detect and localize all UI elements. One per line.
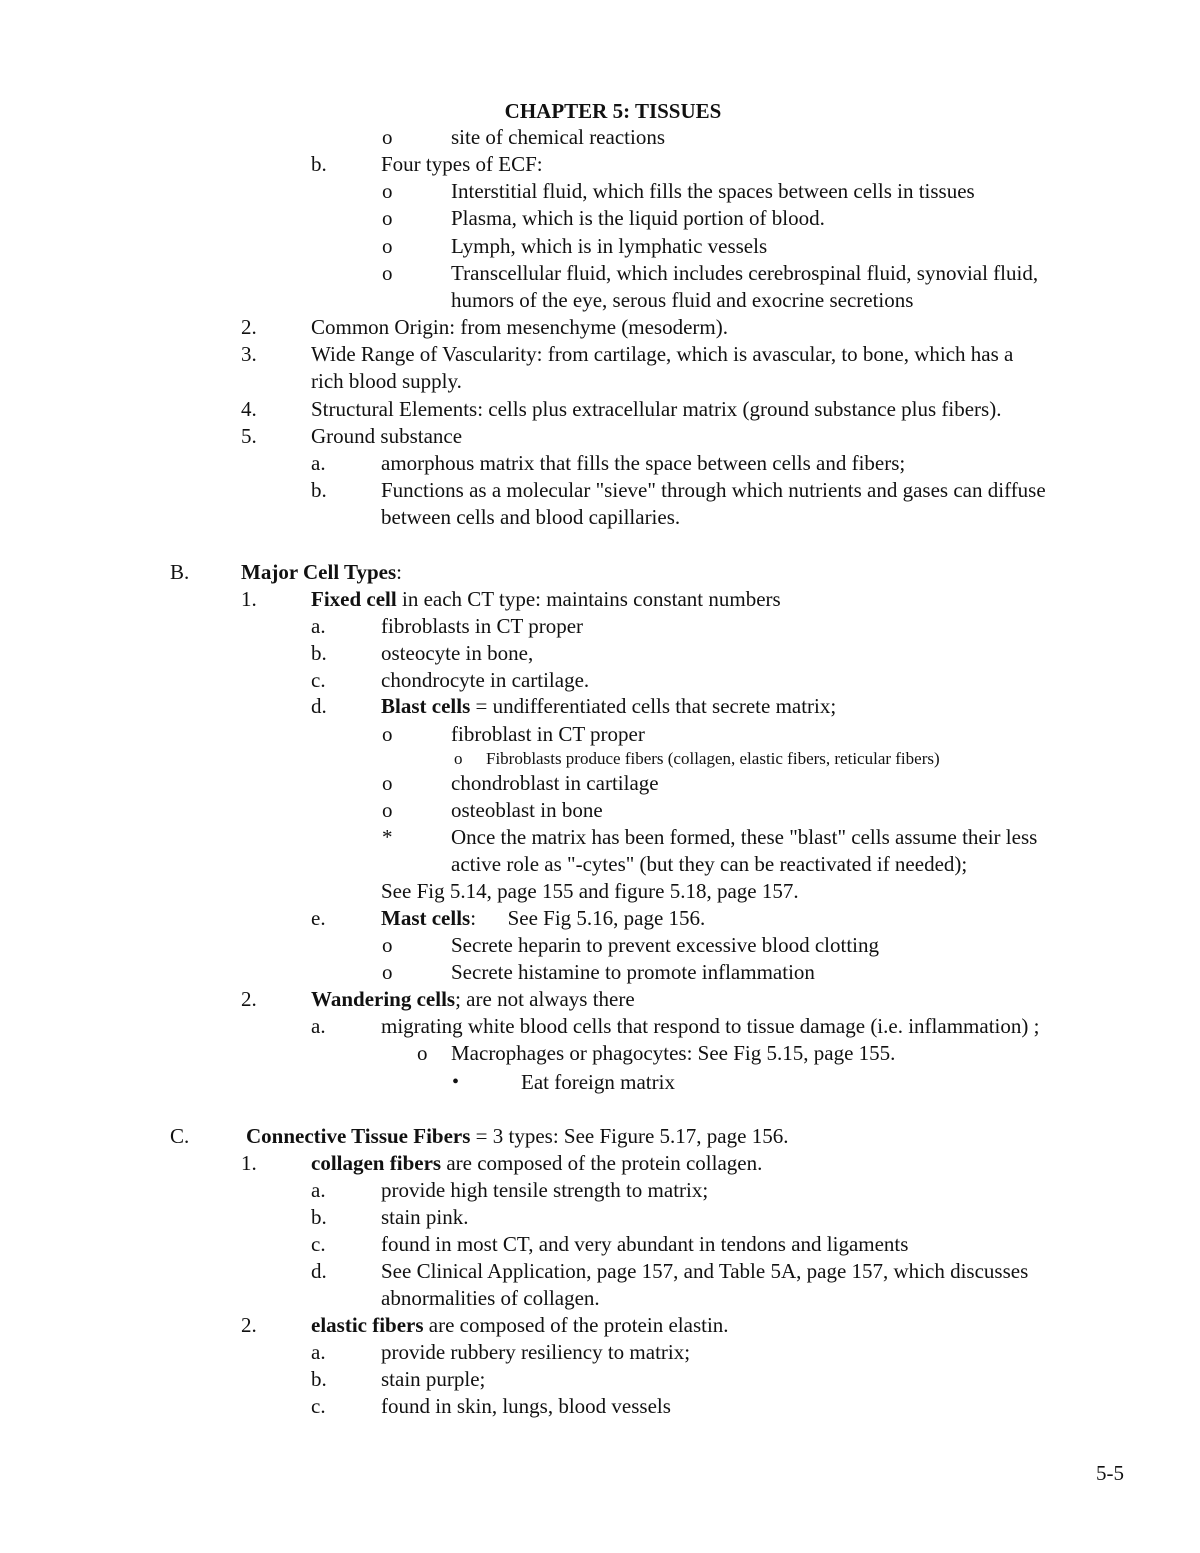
list-item: stain purple; [381,1367,486,1391]
asterisk-marker: * [382,825,393,849]
item-marker: 5. [241,424,257,448]
item-marker: 2. [241,1313,257,1337]
list-item-continuation: humors of the eye, serous fluid and exocrine secretions [451,288,914,312]
item-marker: e. [311,906,326,930]
list-item: stain pink. [381,1205,469,1229]
list-item: Macrophages or phagocytes: See Fig 5.15, page 155. [451,1041,896,1065]
section-heading-bold: Connective Tissue Fibers [246,1124,471,1148]
item-marker: 2. [241,987,257,1011]
list-item: Functions as a molecular "sieve" through which nutrients and gases can diffuse [381,478,1046,502]
list-item: found in skin, lungs, blood vessels [381,1394,671,1418]
section-heading [241,559,402,586]
section-marker: C. [170,1124,190,1148]
term-description: : See Fig 5.16, page 156. [470,906,706,930]
item-marker: 3. [241,342,257,366]
list-item: Eat foreign matrix [521,1070,675,1094]
bullet-marker: o [382,125,393,149]
page-title: CHAPTER 5: TISSUES [504,99,722,123]
list-item [311,986,635,1013]
term-description: are composed of the protein elastin. [423,1313,729,1337]
list-item [311,1150,762,1177]
item-marker: a. [311,1178,326,1202]
item-marker: c. [311,668,326,692]
figure-reference: See Fig 5.14, page 155 and figure 5.18, page 157. [381,879,799,903]
list-item: Once the matrix has been formed, these "blast" cells assume their less [451,825,1038,849]
bullet-marker: o [454,749,463,768]
list-item: osteoblast in bone [451,798,603,822]
term: elastic fibers [311,1313,424,1337]
list-item [311,586,781,613]
section-marker: B. [170,560,190,584]
list-item [381,905,705,932]
item-marker: 1. [241,587,257,611]
term: Wandering cells [311,987,456,1011]
item-marker: c. [311,1394,326,1418]
item-marker: d. [311,694,327,718]
section-heading [246,1123,788,1150]
bullet-marker: o [417,1041,428,1065]
term: Mast cells [381,906,471,930]
item-marker: a. [311,1014,326,1038]
list-item: Structural Elements: cells plus extracellular matrix (ground substance plus fibers). [311,397,1002,421]
list-item: chondroblast in cartilage [451,771,659,795]
list-item: Secrete heparin to prevent excessive blood clotting [451,933,880,957]
item-marker: b. [311,152,327,176]
list-item-continuation: between cells and blood capillaries. [381,505,681,529]
bullet-marker: o [382,234,393,258]
list-item: fibroblasts in CT proper [381,614,584,638]
list-item: Interstitial fluid, which fills the spaces between cells in tissues [451,179,975,203]
term-description: are composed of the protein collagen. [441,1151,763,1175]
item-marker: b. [311,641,327,665]
item-marker: 4. [241,397,257,421]
list-item: amorphous matrix that fills the space between cells and fibers; [381,451,906,475]
term-description: = undifferentiated cells that secrete matrix; [470,694,837,718]
term-description: ; are not always there [455,987,635,1011]
term: Fixed cell [311,587,397,611]
section-heading-bold: Major Cell Types [241,560,397,584]
list-item: Wide Range of Vascularity: from cartilage, which is avascular, to bone, which has a [311,342,1014,366]
bullet-marker: o [382,261,393,285]
list-item: Ground substance [311,424,463,448]
list-item-continuation: active role as "-cytes" (but they can be reactivated if needed); [451,852,968,876]
bullet-marker: o [382,722,393,746]
list-item [381,693,836,720]
list-item-continuation: rich blood supply. [311,369,462,393]
item-marker: d. [311,1259,327,1283]
list-item: Secrete histamine to promote inflammation [451,960,815,984]
bullet-marker: o [382,771,393,795]
term: collagen fibers [311,1151,442,1175]
list-item: migrating white blood cells that respond to tissue damage (i.e. inflammation) ; [381,1014,1040,1038]
item-marker: 1. [241,1151,257,1175]
item-marker: b. [311,1205,327,1229]
term: Blast cells [381,694,471,718]
item-marker: a. [311,1340,326,1364]
item-marker: a. [311,614,326,638]
section-heading-tail: : [396,560,402,584]
list-item: provide rubbery resiliency to matrix; [381,1340,691,1364]
list-item: See Clinical Application, page 157, and Table 5A, page 157, which discusses [381,1259,1029,1283]
item-marker: 2. [241,315,257,339]
bullet-marker: o [382,179,393,203]
list-item: Four types of ECF: [381,152,543,176]
list-item: site of chemical reactions [451,125,665,149]
list-item [311,1312,729,1339]
list-item: osteocyte in bone, [381,641,534,665]
list-item: Lymph, which is in lymphatic vessels [451,234,768,258]
item-marker: b. [311,478,327,502]
list-item: Fibroblasts produce fibers (collagen, elastic fibers, reticular fibers) [486,749,940,768]
item-marker: b. [311,1367,327,1391]
filled-bullet-icon: • [452,1071,460,1093]
list-item-continuation: abnormalities of collagen. [381,1286,600,1310]
page-number: 5-5 [1096,1461,1124,1485]
bullet-marker: o [382,933,393,957]
section-heading-tail: = 3 types: See Figure 5.17, page 156. [470,1124,789,1148]
list-item: Plasma, which is the liquid portion of blood. [451,206,825,230]
list-item: fibroblast in CT proper [451,722,645,746]
list-item: Transcellular fluid, which includes cerebrospinal fluid, synovial fluid, [451,261,1039,285]
item-marker: a. [311,451,326,475]
bullet-marker: o [382,206,393,230]
list-item: Common Origin: from mesenchyme (mesoderm). [311,315,728,339]
bullet-marker: o [382,960,393,984]
list-item: found in most CT, and very abundant in tendons and ligaments [381,1232,909,1256]
list-item: provide high tensile strength to matrix; [381,1178,709,1202]
item-marker: c. [311,1232,326,1256]
term-description: in each CT type: maintains constant numbers [396,587,781,611]
list-item: chondrocyte in cartilage. [381,668,590,692]
bullet-marker: o [382,798,393,822]
